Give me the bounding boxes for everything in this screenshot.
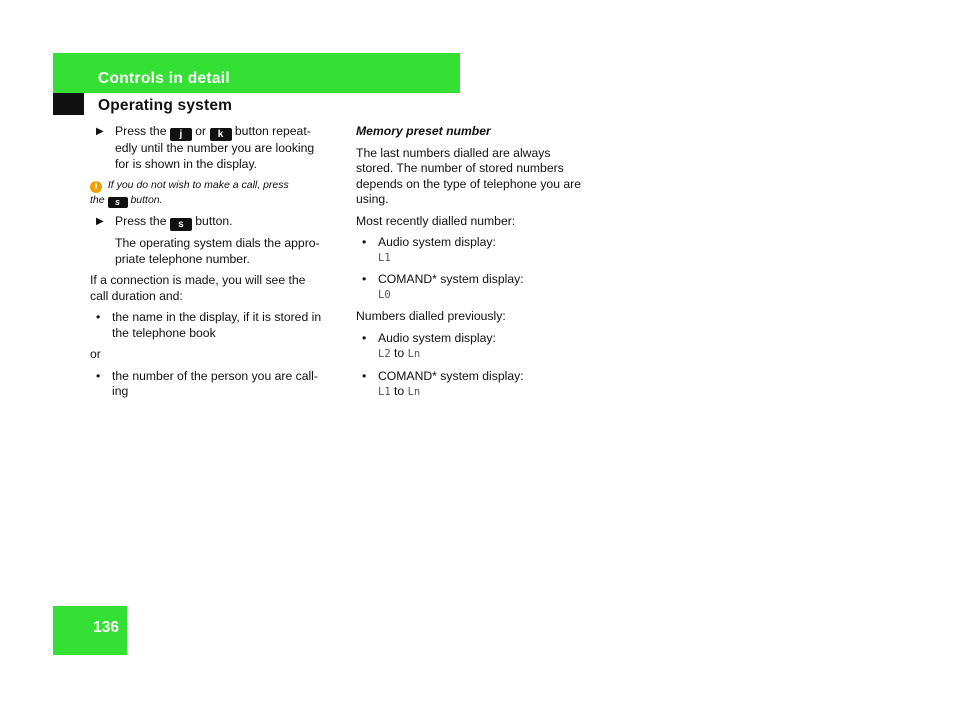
page-number-box: [53, 606, 127, 655]
previous-to: Ln: [407, 348, 421, 360]
previous-label: Numbers dialled previously:: [356, 309, 506, 323]
or-text: or: [90, 347, 101, 361]
key-down-icon: k: [210, 128, 232, 141]
step-arrow-icon: ▶: [96, 216, 104, 227]
recent-item-value: L1: [378, 251, 391, 264]
previous-to-word: to: [394, 384, 405, 398]
step-1-text: Press the: [115, 124, 167, 138]
previous-item-label: COMAND* system display:: [378, 368, 524, 383]
step-2-desc-1: The operating system dials the appro-: [115, 236, 320, 250]
recent-label: Most recently dialled number:: [356, 213, 516, 228]
note-post: button.: [130, 194, 163, 206]
right-para-line-4: using.: [356, 192, 389, 206]
previous-to: Ln: [407, 386, 421, 398]
para-line-1: If a connection is made, you will see the: [90, 273, 306, 287]
recent-item-value: L0: [378, 288, 391, 301]
bullet-dot: •: [96, 368, 101, 383]
previous-item-label: Audio system display:: [378, 330, 496, 345]
bullet-dot: •: [362, 272, 367, 286]
recent-item: [356, 235, 608, 266]
note-pre: the: [90, 194, 105, 206]
bullet-2-line-1: the number of the person you are call-: [112, 368, 318, 383]
bullet-1-line-1: the name in the display, if it is stored in: [112, 310, 322, 324]
previous-from: L2: [378, 348, 391, 360]
bullet-1: [90, 310, 342, 341]
right-para-line-1: The last numbers dialled are always: [356, 145, 551, 160]
recent-item-label: COMAND* system display:: [378, 272, 524, 286]
step-1-or: or: [195, 124, 207, 138]
step-1-line-3: for is shown in the display.: [115, 156, 258, 171]
bullet-2: [90, 369, 342, 400]
note-line-1: If you do not wish to make a call, press: [107, 179, 289, 191]
page-number: 136: [93, 619, 119, 636]
step-2-desc-2: priate telephone number.: [115, 251, 250, 266]
bullet-2-line-2: ing: [112, 384, 129, 398]
bullet-dot: •: [362, 330, 367, 345]
subsection-title: Operating system: [98, 97, 233, 114]
memory-heading: Memory preset number: [356, 124, 491, 138]
left-column: [90, 124, 342, 400]
step-2-text-end: button.: [195, 214, 233, 228]
bullet-1-line-2: the telephone book: [112, 325, 216, 340]
key-send-icon: s: [108, 197, 128, 208]
right-column: [356, 124, 608, 401]
key-up-icon: j: [170, 128, 192, 141]
para-line-2: call duration and:: [90, 288, 183, 303]
section-title: Controls in detail: [98, 70, 230, 87]
bullet-dot: •: [362, 235, 367, 249]
right-para-line-3: depends on the type of telephone you are: [356, 176, 581, 191]
step-arrow-icon: ▶: [96, 126, 104, 137]
previous-to-word: to: [394, 346, 405, 360]
info-note: [90, 178, 342, 208]
step-1: [90, 124, 342, 172]
previous-item: [356, 331, 608, 363]
step-2: [90, 214, 342, 267]
recent-item: [356, 272, 608, 303]
recent-item-label: Audio system display:: [378, 235, 496, 249]
step-1-text-end: button repeat-: [234, 124, 311, 138]
bullet-dot: •: [362, 368, 367, 383]
previous-item: [356, 369, 608, 401]
header-marker: [53, 93, 84, 115]
step-1-line-2: edly until the number you are looking: [115, 141, 315, 155]
bullet-dot: •: [96, 310, 101, 324]
step-2-text: Press the: [115, 214, 167, 228]
right-para-line-2: stored. The number of stored numbers: [356, 161, 564, 175]
key-send-icon: s: [170, 218, 192, 231]
info-icon: i: [90, 181, 102, 193]
previous-from: L1: [378, 386, 391, 398]
